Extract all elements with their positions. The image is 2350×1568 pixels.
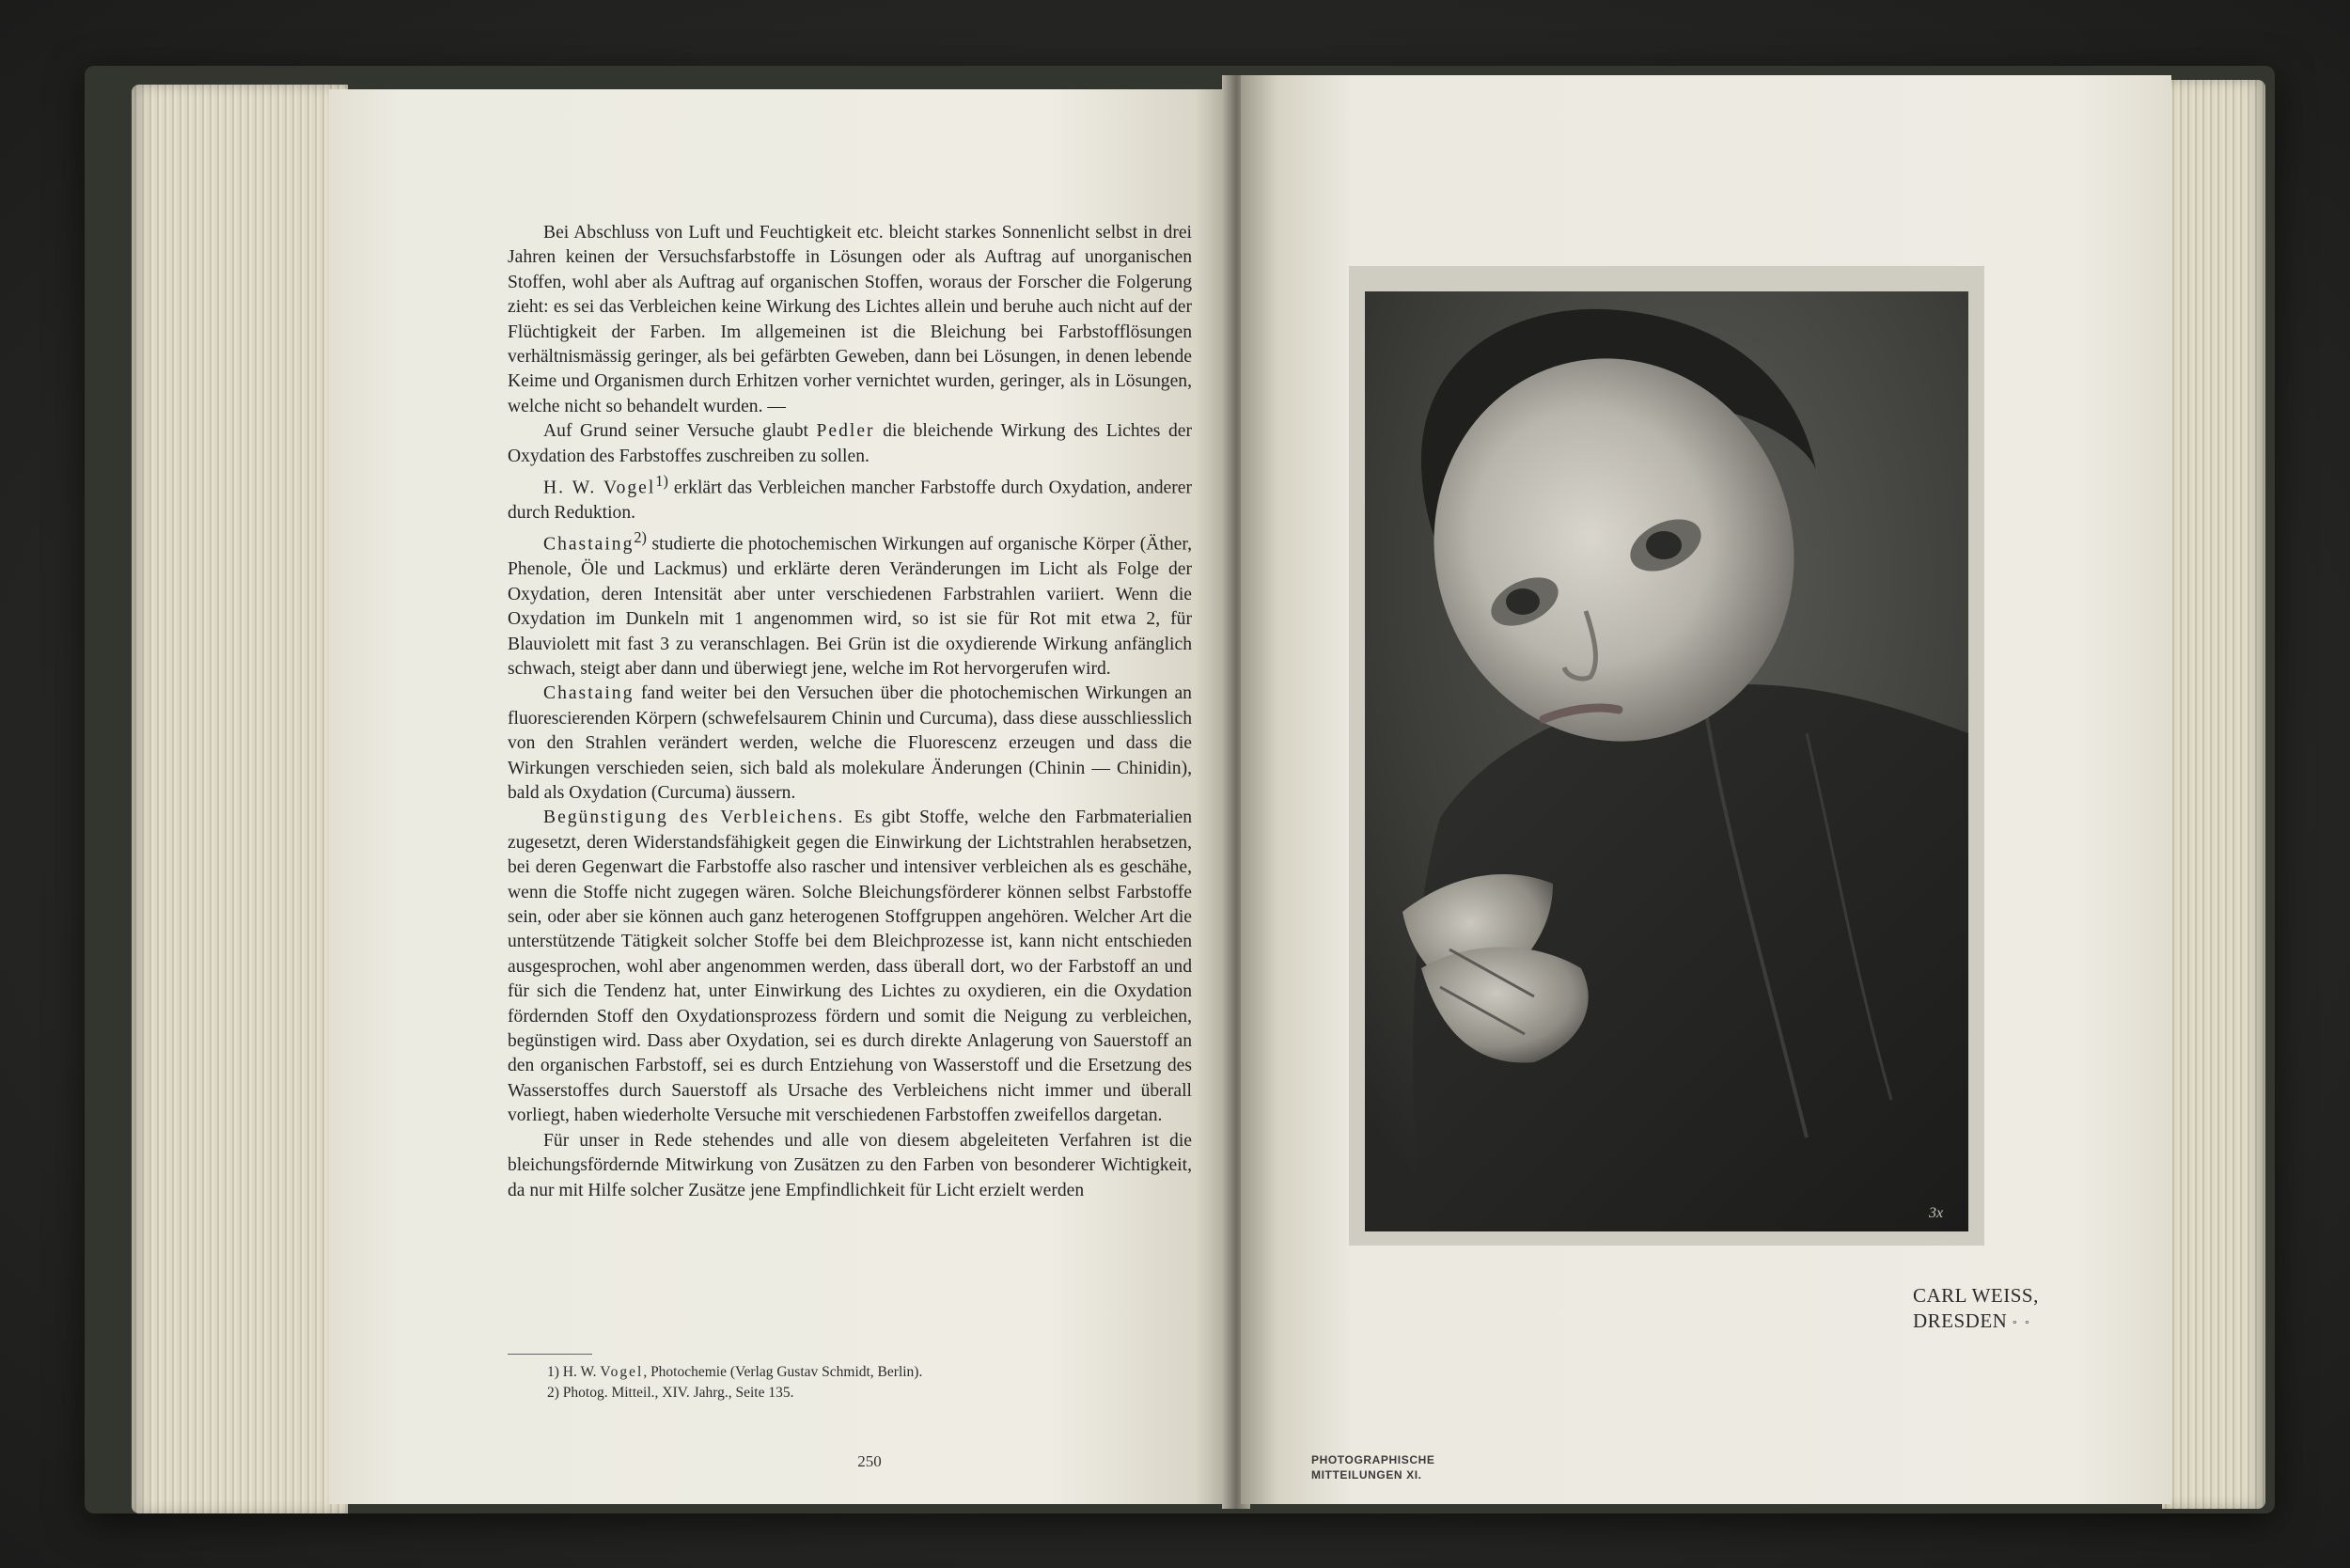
footnote-ref-1-number: 1 <box>655 472 664 491</box>
paragraph-5 <box>508 682 1192 806</box>
footnote-1-name: Vogel <box>600 1364 644 1380</box>
author-chastaing: Chastaing <box>543 534 634 555</box>
caption-city-line <box>1913 1309 2148 1338</box>
photo-caption <box>1913 1283 2148 1338</box>
footnote-1-text-a: 1) H. W. <box>547 1364 597 1380</box>
section-heading: Begünstigung des Verbleichens. <box>543 808 845 828</box>
paragraph-2-text-b: die bleichende Wirkung des Lichtes der Oxydation des Farbstoffes zuschreiben zu sollen. <box>508 421 1192 466</box>
paragraph-3-text: erklärt das Verbleichen mancher Farbstoffe durch Oxydation, anderer durch Reduktion. <box>508 478 1192 523</box>
footnote-ref-2: 2) <box>634 528 647 547</box>
author-pedler: Pedler <box>816 421 875 442</box>
footnote-rule <box>508 1354 592 1355</box>
caption-city: DRESDEN <box>1913 1309 2008 1332</box>
caption-photographer: CARL WEISS, <box>1913 1284 2039 1307</box>
paragraph-1: Bei Abschluss von Luft und Feuchtigkeit etc. bleicht starkes Sonnenlicht selbst in drei Jahren keinen der Versuchsfarbstoffe in Lösungen oder als Auftrag auf unorganischen Stoffen, wohl aber als Auftrag auf organischen Stoffen, woraus der Forscher die Folgerung zieht: es sei das Verbleichen keine Wirkung des Lichtes allein und beruhe auch nicht auf der Flüchtigkeit der Farben. Im allgemeinen ist die Bleichung bei Farbstofflösungen verhältnismässig geringer, als bei gefärbten Geweben, dann bei Lösungen, in denen lebende Keime und Organismen durch Erhitzen vorher vernichtet wurden, geringer, als in Lösungen, welche nicht so behandelt wurden. — <box>508 223 1192 416</box>
paragraph-6-text: Es gibt Stoffe, welche den Farbmaterialien zugesetzt, deren Widerstandsfähigkeit gegen die Einwirkung der Lichtstrahlen herabsetzen, bei deren Gegenwart die Farbstoffe also rascher und intensiver verbleichen als es geschähe, wenn die Stoffe nicht zugegen wären. Solche Bleichungsförderer können selbst Farbstoffe sein, oder aber sie können auch ganz heterogenen Stoffgruppen angehören. Welcher Art die unterstützende Tätigkeit solcher Stoffe bei dem Bleichprozesse ist, kann nicht entschieden ausgesprochen, wohl aber angenommen werden, dass überall dort, wo der Farbstoff an und für sich die Tendenz hat, unter Einwirkung des Lichtes zu oxydieren, ein die Oxydation fördernden Stoff den Oxydationsprozess fördern und somit die Neigung zu verbleichen, begünstigen wird. Dass aber Oxydation, sei es durch direkte Anlagerung von Sauerstoff an den organischen Farbstoff, sei es durch Entziehung von Wasserstoff und die Ersetzung des Wasserstoffes durch Sauerstoff als Ursache des Verbleichens nicht immer und überall vorliegt, haben wiederholte Versuche mit verschiedenen Farbstoffen zweifellos dargetan. <box>508 808 1192 1126</box>
paragraph-2 <box>508 419 1192 469</box>
footnote-1-text-b: , Photochemie (Verlag Gustav Schmidt, Berlin). <box>643 1364 923 1380</box>
paragraph-4-text: studierte die photochemischen Wirkungen auf organische Körper (Äther, Phenole, Öle und Lackmus) und erklärte deren Veränderungen im Licht als Folge der Oxydation, deren Intensität aber unter verschiedenen Farbstrahlen variiert. Wenn die Oxydation im Dunkeln mit 1 angenommen wird, so ist sie für Rot mit etwa 2, für Blauviolett mit fast 3 zu veranschlagen. Bei Grün ist die oxydierende Wirkung anfänglich schwach, steigt aber dann und überwiegt jene, welche im Rot hervorgerufen wird. <box>508 534 1192 679</box>
footnote-2: 2) Photog. Mitteil., XIV. Jahrg., Seite 135. <box>547 1385 794 1401</box>
left-eye <box>1506 588 1540 615</box>
page-number: 250 <box>857 1452 882 1470</box>
paragraph-2-text-a: Auf Grund seiner Versuche glaubt <box>543 421 808 442</box>
paragraph-3 <box>508 469 1192 525</box>
paragraph-6 <box>508 806 1192 1128</box>
author-chastaing-2: Chastaing <box>543 683 634 704</box>
portrait-photograph <box>1365 291 1968 1231</box>
journal-volume: MITTEILUNGEN XI. <box>1311 1468 1422 1482</box>
caption-ornament: ° ° <box>2013 1319 2032 1330</box>
footnote-1 <box>547 1363 922 1382</box>
journal-name: PHOTOGRAPHISCHE <box>1311 1453 1435 1466</box>
right-eye <box>1646 531 1682 559</box>
footnote-ref-2-number: 2 <box>634 528 642 547</box>
paragraph-5-text: fand weiter bei den Versuchen über die photochemischen Wirkungen an fluorescierenden Körpern (schwefelsaurem Chinin und Curcuma), dass diese ausschliesslich von den Strahlen verändert werden, welche die Fluorescenz erzeugen und dass die Wirkungen verschieden seien, sich bald als molekulare Änderungen (Chinin — Chinidin), bald als Oxydation (Curcuma) äussern. <box>508 683 1192 803</box>
journal-imprint <box>1311 1452 1434 1482</box>
footnote-ref-1: 1) <box>655 472 668 491</box>
right-page <box>1241 75 2171 1504</box>
left-page <box>329 89 1231 1504</box>
body-text <box>508 221 1192 1203</box>
left-page-edges <box>132 85 348 1513</box>
author-vogel: H. W. Vogel <box>543 478 656 498</box>
plate-number-mark: 3x <box>1929 1205 1944 1221</box>
right-page-edges <box>2162 80 2265 1509</box>
paragraph-4 <box>508 525 1192 682</box>
paragraph-7: Für unser in Rede stehendes und alle von diesem abgeleiteten Verfahren ist die bleichungsfördernde Mitwirkung von Zusätzen zu den Farben von besonderer Wichtigkeit, da nur mit Hilfe solcher Zusätze jene Empfindlichkeit für Licht erzielt werden <box>508 1130 1192 1200</box>
